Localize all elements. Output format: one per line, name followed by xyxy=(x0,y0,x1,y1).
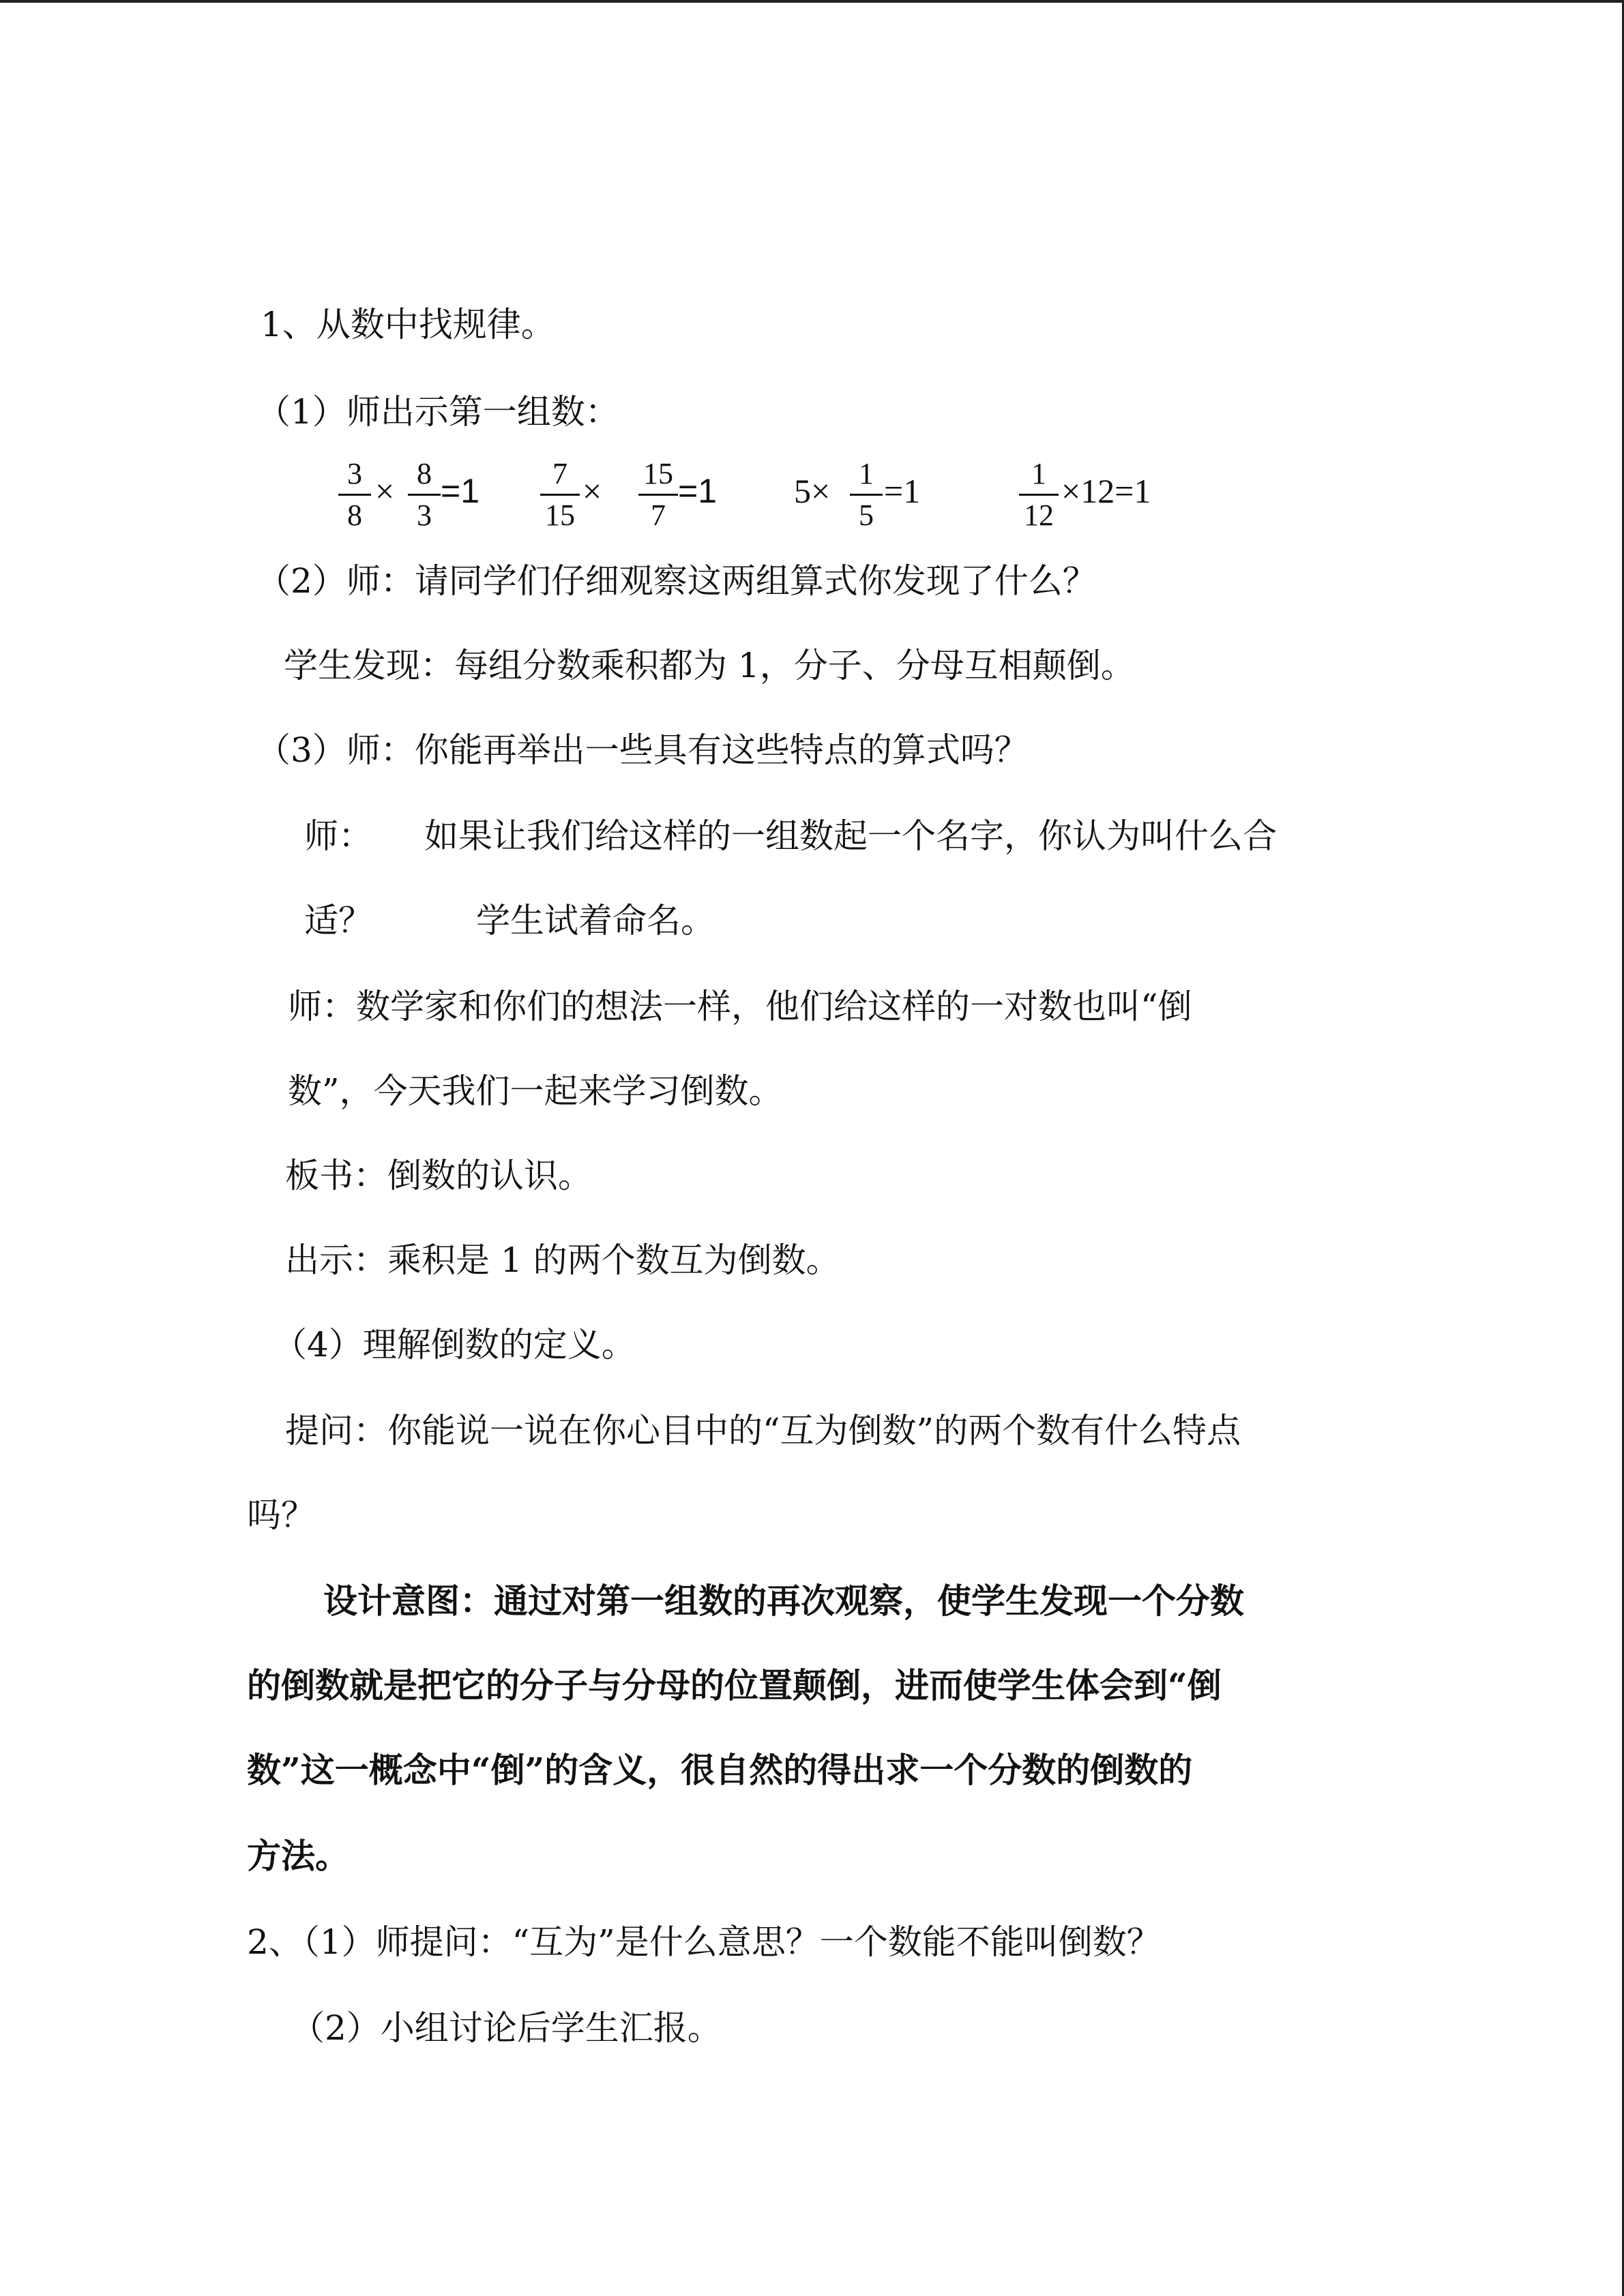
denominator: 15 xyxy=(545,498,575,532)
fraction-15-7 xyxy=(634,457,682,533)
denominator: 5 xyxy=(859,498,874,532)
board-writing: 板书：倒数的认识。 xyxy=(285,1156,592,1195)
item-3: （3）师：你能再举出一些具有这些特点的算式吗？ xyxy=(256,730,1029,770)
item-1: （1）师出示第一组数： xyxy=(256,392,619,432)
numerator: 8 xyxy=(417,457,432,490)
page-top-border xyxy=(0,0,1624,3)
fraction-bar xyxy=(540,494,580,496)
numerator: 3 xyxy=(347,457,362,490)
fraction-bar xyxy=(338,494,371,496)
equals-one: =1 xyxy=(884,472,921,510)
teacher-label: 师： xyxy=(304,816,372,856)
teacher-question: 如果让我们给这样的一组数起一个名字，你认为叫什么合 xyxy=(424,816,1277,856)
denominator: 7 xyxy=(651,498,666,532)
fraction-1-5 xyxy=(846,457,887,533)
design-intent-line-1: 设计意图：通过对第一组数的再次观察，使学生发现一个分数 xyxy=(323,1581,1244,1621)
numerator: 7 xyxy=(552,457,567,490)
times-twelve-equals-one: ×12=1 xyxy=(1061,472,1151,510)
denominator: 8 xyxy=(347,498,362,532)
fraction-3-8 xyxy=(334,457,375,533)
heading-1: 1、从数中找规律。 xyxy=(261,305,555,344)
design-intent-line-4: 方法。 xyxy=(247,1836,349,1876)
equals-one: =1 xyxy=(441,472,480,510)
fraction-bar xyxy=(850,494,883,496)
numerator: 1 xyxy=(1031,457,1046,490)
design-intent-line-2: 的倒数就是把它的分子与分母的位置颠倒，进而使学生体会到“倒 xyxy=(247,1665,1222,1705)
fraction-8-3 xyxy=(404,457,445,533)
design-intent-line-3: 数”这一概念中“倒”的含义，很自然的得出求一个分数的倒数的 xyxy=(247,1750,1193,1790)
times-sign: × xyxy=(375,472,395,510)
definition-display: 出示：乘积是 1 的两个数互为倒数。 xyxy=(285,1240,840,1280)
student-naming: 学生试着命名。 xyxy=(476,901,715,940)
teacher-question-end: 适？ xyxy=(304,901,372,940)
times-sign: × xyxy=(582,472,602,510)
numerator: 15 xyxy=(643,457,673,490)
fraction-bar xyxy=(638,494,678,496)
item-2-2: （2）小组讨论后学生汇报。 xyxy=(291,2008,722,2048)
denominator: 12 xyxy=(1024,498,1054,532)
heading-2: 2、（1）师提问：“互为”是什么意思？一个数能不能叫倒数？ xyxy=(247,1922,1161,1962)
numerator: 1 xyxy=(859,457,874,490)
student-finding: 学生发现：每组分数乘积都为 1，分子、分母互相颠倒。 xyxy=(284,646,1135,685)
item-4: （4）理解倒数的定义。 xyxy=(273,1325,636,1365)
question-line-2: 吗？ xyxy=(247,1495,315,1535)
fraction-7-15 xyxy=(536,457,584,533)
teacher-statement-line-2: 数”，今天我们一起来学习倒数。 xyxy=(288,1071,783,1111)
item-2: （2）师：请同学们仔细观察这两组算式你发现了什么？ xyxy=(256,561,1097,601)
fraction-bar xyxy=(408,494,441,496)
fraction-1-12 xyxy=(1015,457,1063,533)
equals-one: =1 xyxy=(678,472,718,510)
five-times: 5× xyxy=(794,472,831,510)
fraction-bar xyxy=(1019,494,1059,496)
question-line-1: 提问：你能说一说在你心目中的“互为倒数”的两个数有什么特点 xyxy=(285,1411,1241,1450)
denominator: 3 xyxy=(417,498,432,532)
teacher-statement-line-1: 师：数学家和你们的想法一样，他们给这样的一对数也叫“倒 xyxy=(288,987,1192,1026)
